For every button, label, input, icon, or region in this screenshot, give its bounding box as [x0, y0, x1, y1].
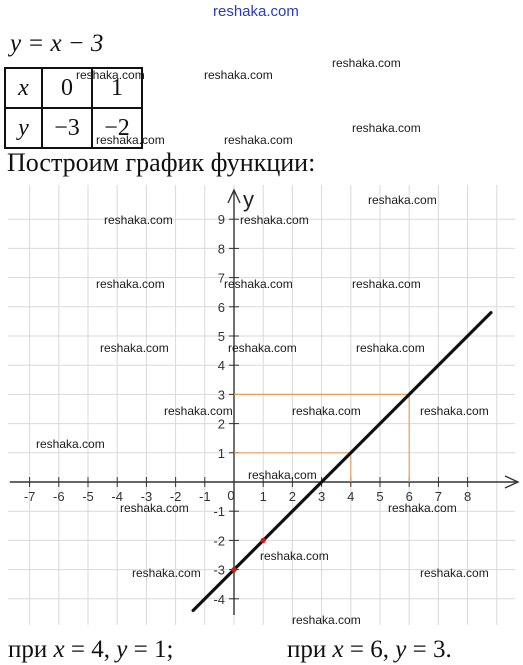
data-point — [261, 538, 266, 543]
watermark: reshaka.com — [104, 213, 173, 227]
x-tick-label: -4 — [111, 489, 123, 504]
watermark: reshaka.com — [292, 613, 361, 627]
x-tick-label: 6 — [405, 489, 413, 504]
watermark: reshaka.com — [76, 68, 145, 82]
y-tick-label: 8 — [217, 241, 225, 257]
y-tick-label: 2 — [217, 416, 225, 432]
watermark: reshaka.com — [368, 193, 437, 207]
answer-text: = 6, — [343, 636, 396, 663]
x-tick-label: -2 — [169, 489, 182, 504]
x-tick-label: -1 — [199, 489, 211, 504]
watermark: reshaka.com — [356, 341, 425, 355]
y-tick-label: 4 — [217, 358, 225, 374]
watermark: reshaka.com — [100, 341, 169, 355]
watermark: reshaka.com — [132, 566, 201, 580]
y-tick-label: 9 — [217, 212, 225, 228]
y-axis-label: y — [243, 187, 254, 212]
y-tick-label: 5 — [217, 329, 225, 344]
watermark: reshaka.com — [213, 3, 299, 20]
x-tick-label: -7 — [23, 489, 36, 504]
answer-text: = 3. — [406, 636, 452, 663]
answer-var: x — [332, 636, 344, 663]
answer-text: = 4, — [64, 636, 117, 663]
y-tick-label: 3 — [217, 387, 225, 403]
y-tick-label: 1 — [217, 445, 225, 461]
watermark: reshaka.com — [352, 121, 421, 135]
y-tick-label: -3 — [213, 562, 225, 578]
watermark: reshaka.com — [248, 468, 317, 482]
answer-var: x — [53, 636, 65, 663]
watermark: reshaka.com — [228, 341, 297, 355]
table-cell: −2 — [92, 108, 142, 148]
watermark: reshaka.com — [388, 501, 457, 515]
data-point — [231, 567, 236, 572]
watermark: reshaka.com — [292, 404, 361, 418]
x-tick-label: 7 — [434, 489, 443, 504]
watermark: reshaka.com — [204, 68, 273, 82]
y-tick-label: -2 — [213, 533, 225, 549]
x-tick-label: 1 — [259, 489, 267, 504]
table-cell: −3 — [42, 108, 92, 148]
answer-var: y — [395, 636, 407, 663]
heading: Построим график функции: — [7, 148, 316, 177]
watermark: reshaka.com — [224, 277, 293, 291]
watermark: reshaka.com — [352, 277, 421, 291]
watermark: reshaka.com — [164, 404, 233, 418]
watermark: reshaka.com — [332, 56, 401, 70]
x-tick-label: -6 — [53, 489, 65, 504]
answer-text: при — [8, 636, 54, 663]
y-tick-label: -4 — [213, 591, 225, 607]
table-cell: 0 — [42, 68, 92, 108]
answer-left — [8, 636, 173, 664]
answer-text: = 1; — [127, 636, 174, 663]
function-label: y = x − 3 — [10, 30, 104, 57]
x-tick-label: 4 — [347, 489, 355, 504]
y-tick-label: -1 — [213, 504, 225, 520]
x-tick-label: 0 — [227, 488, 235, 503]
table-header-x: x — [5, 68, 42, 108]
y-tick-label: 7 — [217, 270, 225, 286]
watermark: reshaka.com — [224, 133, 293, 147]
watermark: reshaka.com — [420, 566, 489, 580]
watermark: reshaka.com — [260, 549, 329, 563]
watermark: reshaka.com — [96, 277, 165, 291]
x-tick-label: 8 — [463, 489, 472, 504]
watermark: reshaka.com — [240, 213, 309, 227]
answer-text: при — [287, 636, 333, 663]
table-cell: 1 — [92, 68, 142, 108]
answer-right — [287, 636, 452, 664]
x-tick-label: 2 — [288, 489, 297, 504]
watermark: reshaka.com — [96, 133, 165, 147]
y-tick-label: 6 — [217, 299, 225, 315]
answer-var: y — [116, 636, 128, 663]
x-tick-label: -5 — [82, 489, 94, 504]
x-tick-label: 5 — [376, 489, 384, 504]
watermark: reshaka.com — [420, 404, 489, 418]
x-tick-label: -3 — [140, 489, 153, 504]
table-header-y: y — [5, 108, 42, 148]
x-tick-label: 3 — [317, 489, 326, 504]
watermark: reshaka.com — [36, 437, 105, 451]
watermark: reshaka.com — [120, 501, 189, 515]
